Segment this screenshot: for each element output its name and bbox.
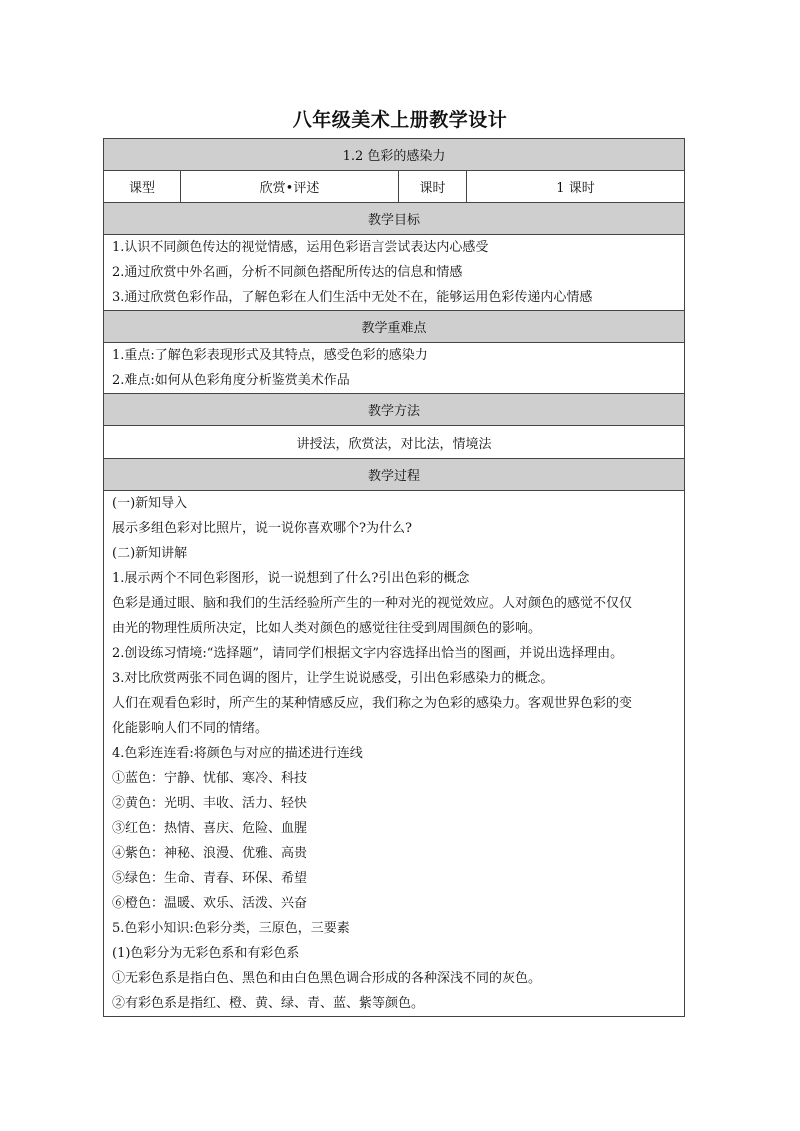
process-line: ④紫色：神秘、浪漫、优雅、高贵 (112, 846, 308, 861)
process-line: ⑥橙色：温暖、欢乐、活泼、兴奋 (112, 896, 308, 911)
process-line: 人们在观看色彩时，所产生的某种情感反应，我们称之为色彩的感染力。客观世界色彩的变 (112, 696, 633, 711)
objectives-cell (104, 235, 685, 311)
key-points-header: 教学重难点 (104, 311, 685, 343)
lesson-plan-table (103, 138, 685, 1017)
process-line: 5.色彩小知识:色彩分类，三原色，三要素 (112, 921, 350, 936)
meta-row (104, 171, 685, 203)
process-line: ③红色：热情、喜庆、危险、血腥 (112, 821, 308, 836)
process-cell (104, 491, 685, 1017)
objective-item: 3.通过欣赏色彩作品，了解色彩在人们生活中无处不在，能够运用色彩传递内心情感 (112, 290, 593, 305)
document-title: 八年级美术上册教学设计 (292, 109, 508, 131)
process-line: ①蓝色：宁静、忧郁、寒冷、科技 (112, 771, 308, 786)
process-line: 化能影响人们不同的情绪。 (112, 721, 269, 736)
process-line: 展示多组色彩对比照片，说一说你喜欢哪个?为什么? (112, 521, 412, 536)
process-line: ①无彩色系是指白色、黑色和由白色黑色调合形成的各种深浅不同的灰色。 (112, 971, 542, 986)
hours-value: 1 课时 (467, 171, 685, 203)
key-points-cell (104, 343, 685, 394)
process-line: ②有彩色系是指红、橙、黄、绿、青、蓝、紫等颜色。 (112, 996, 425, 1011)
process-line: (二)新知讲解 (112, 546, 188, 561)
process-line: 1.展示两个不同色彩图形，说一说想到了什么?引出色彩的概念 (112, 571, 470, 586)
process-line: 4.色彩连连看:将颜色与对应的描述进行连线 (112, 746, 363, 761)
process-line: (1)色彩分为无彩色系和有彩色系 (112, 946, 300, 961)
process-line: (一)新知导入 (112, 496, 188, 511)
process-line: ②黄色：光明、丰收、活力、轻快 (112, 796, 308, 811)
methods-text: 讲授法，欣赏法，对比法，情境法 (104, 426, 685, 459)
hours-label: 课时 (399, 171, 467, 203)
process-line: ⑤绿色：生命、青春、环保、希望 (112, 871, 308, 886)
objective-item: 2.通过欣赏中外名画，分析不同颜色搭配所传达的信息和情感 (112, 265, 463, 280)
lesson-title-cell: 1.2 色彩的感染力 (104, 139, 685, 171)
key-point-item: 2.难点:如何从色彩角度分析鉴赏美术作品 (112, 373, 350, 388)
key-point-item: 1.重点:了解色彩表现形式及其特点，感受色彩的感染力 (112, 348, 428, 363)
process-line: 色彩是通过眼、脑和我们的生活经验所产生的一种对光的视觉效应。人对颜色的感觉不仅仅 (112, 596, 633, 611)
process-line: 2.创设练习情境:“选择题”，请同学们根据文字内容选择出恰当的图画，并说出选择理由。 (112, 646, 624, 661)
process-line: 3.对比欣赏两张不同色调的图片，让学生说说感受，引出色彩感染力的概念。 (112, 671, 554, 686)
objectives-header: 教学目标 (104, 203, 685, 235)
process-header: 教学过程 (104, 459, 685, 491)
methods-header: 教学方法 (104, 394, 685, 426)
process-line: 由光的物理性质所决定，比如人类对颜色的感觉往往受到周围颜色的影响。 (112, 621, 542, 636)
type-value: 欣赏•评述 (181, 171, 399, 203)
objective-item: 1.认识不同颜色传达的视觉情感，运用色彩语言尝试表达内心感受 (112, 240, 489, 255)
type-label: 课型 (104, 171, 181, 203)
